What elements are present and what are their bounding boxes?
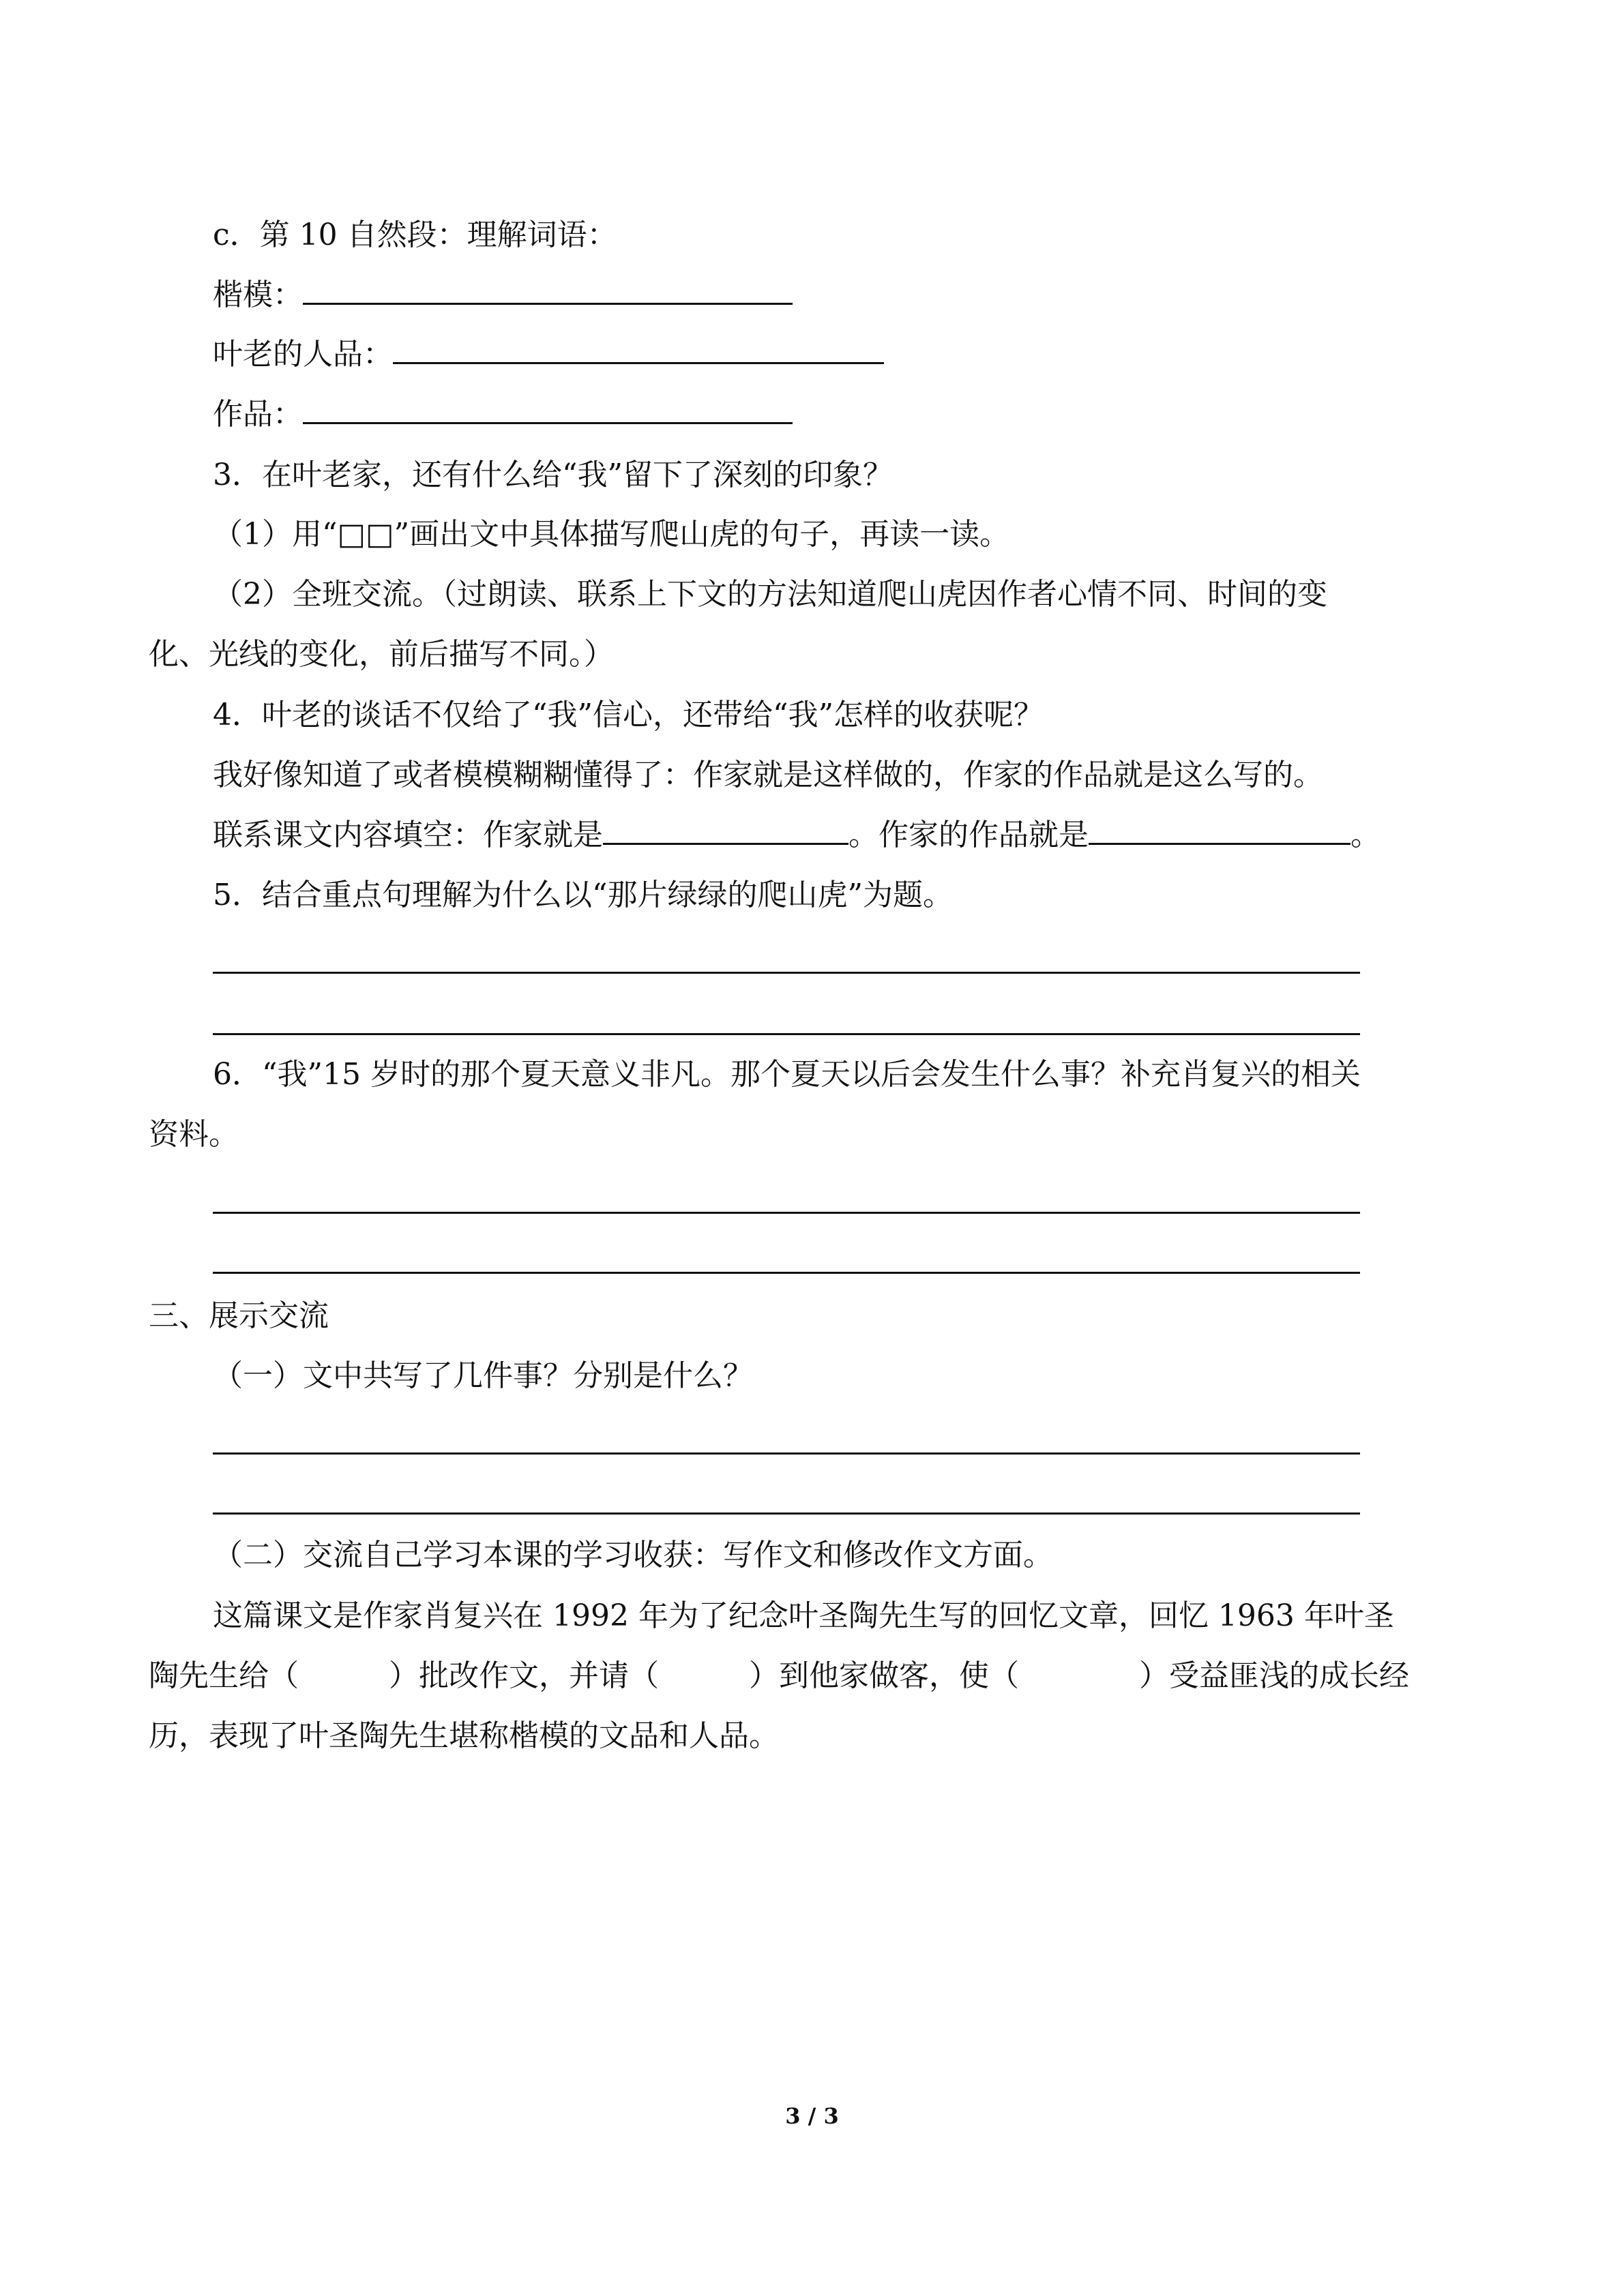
kaimo-answer-blank[interactable] [303, 297, 793, 305]
answer-line-s3-2[interactable] [213, 1512, 1360, 1515]
renpin-answer-blank[interactable] [393, 357, 884, 364]
fill-end: 。 [1350, 818, 1381, 852]
question-6-line2: 资料。 [149, 1117, 239, 1152]
question-4-fill-row [213, 815, 1381, 856]
answer-line-q6-1[interactable] [213, 1212, 1360, 1214]
fill-prefix: 联系课文内容填空：作家就是 [213, 818, 603, 852]
answer-line-q5-2[interactable] [213, 1033, 1360, 1035]
section-3-sub1: （一）文中共写了几件事？分别是什么？ [213, 1358, 753, 1393]
question-3-sub2-line1: （2）全班交流。（过朗读、联系上下文的方法知道爬山虎因作者心情不同、时间的变 [213, 577, 1327, 612]
section-3-sub2: （二）交流自己学习本课的学习收获：写作文和修改作文方面。 [213, 1538, 1053, 1572]
kaimo-label: 楷模： [213, 278, 303, 312]
question-3: 3．在叶老家，还有什么给“我”留下了深刻的印象？ [213, 458, 893, 492]
writer-answer-blank[interactable] [603, 837, 848, 845]
section-c-heading: c．第 10 自然段：理解词语： [213, 218, 617, 252]
kaimo-row [213, 275, 793, 316]
zuopin-answer-blank[interactable] [303, 417, 793, 424]
section-3-heading: 三、展示交流 [149, 1298, 329, 1333]
works-answer-blank[interactable] [1089, 837, 1350, 845]
question-6-line1: 6．“我”15 岁时的那个夏天意义非凡。那个夏天以后会发生什么事？补充肖复兴的相关 [213, 1057, 1361, 1092]
summary-line2: 陶先生给（ ）批改作文，并请（ ）到他家做客，使（ ）受益匪浅的成长经 [149, 1658, 1409, 1693]
question-4-line1: 我好像知道了或者模模糊糊懂得了：作家就是这样做的，作家的作品就是这么写的。 [213, 758, 1323, 792]
renpin-label: 叶老的人品： [213, 337, 393, 372]
zuopin-row [213, 394, 793, 435]
question-4: 4．叶老的谈话不仅给了“我”信心，还带给“我”怎样的收获呢？ [213, 698, 1044, 732]
answer-line-s3-1[interactable] [213, 1452, 1360, 1455]
fill-mid: 。作家的作品就是 [848, 818, 1089, 852]
summary-line1: 这篇课文是作家肖复兴在 1992 年为了纪念叶圣陶先生写的回忆文章，回忆 1963 年叶圣 [213, 1598, 1394, 1633]
zuopin-label: 作品： [213, 397, 303, 432]
question-3-sub1: （1）用“□□”画出文中具体描写爬山虎的句子，再读一读。 [213, 517, 1010, 552]
answer-line-q5-1[interactable] [213, 972, 1360, 974]
summary-line3: 历，表现了叶圣陶先生堪称楷模的文品和人品。 [149, 1718, 779, 1753]
page-number: 3 / 3 [785, 2103, 839, 2129]
question-5: 5．结合重点句理解为什么以“那片绿绿的爬山虎”为题。 [213, 878, 953, 912]
question-3-sub2-line2: 化、光线的变化，前后描写不同。） [149, 637, 614, 672]
answer-line-q6-2[interactable] [213, 1272, 1360, 1274]
renpin-row [213, 334, 884, 375]
